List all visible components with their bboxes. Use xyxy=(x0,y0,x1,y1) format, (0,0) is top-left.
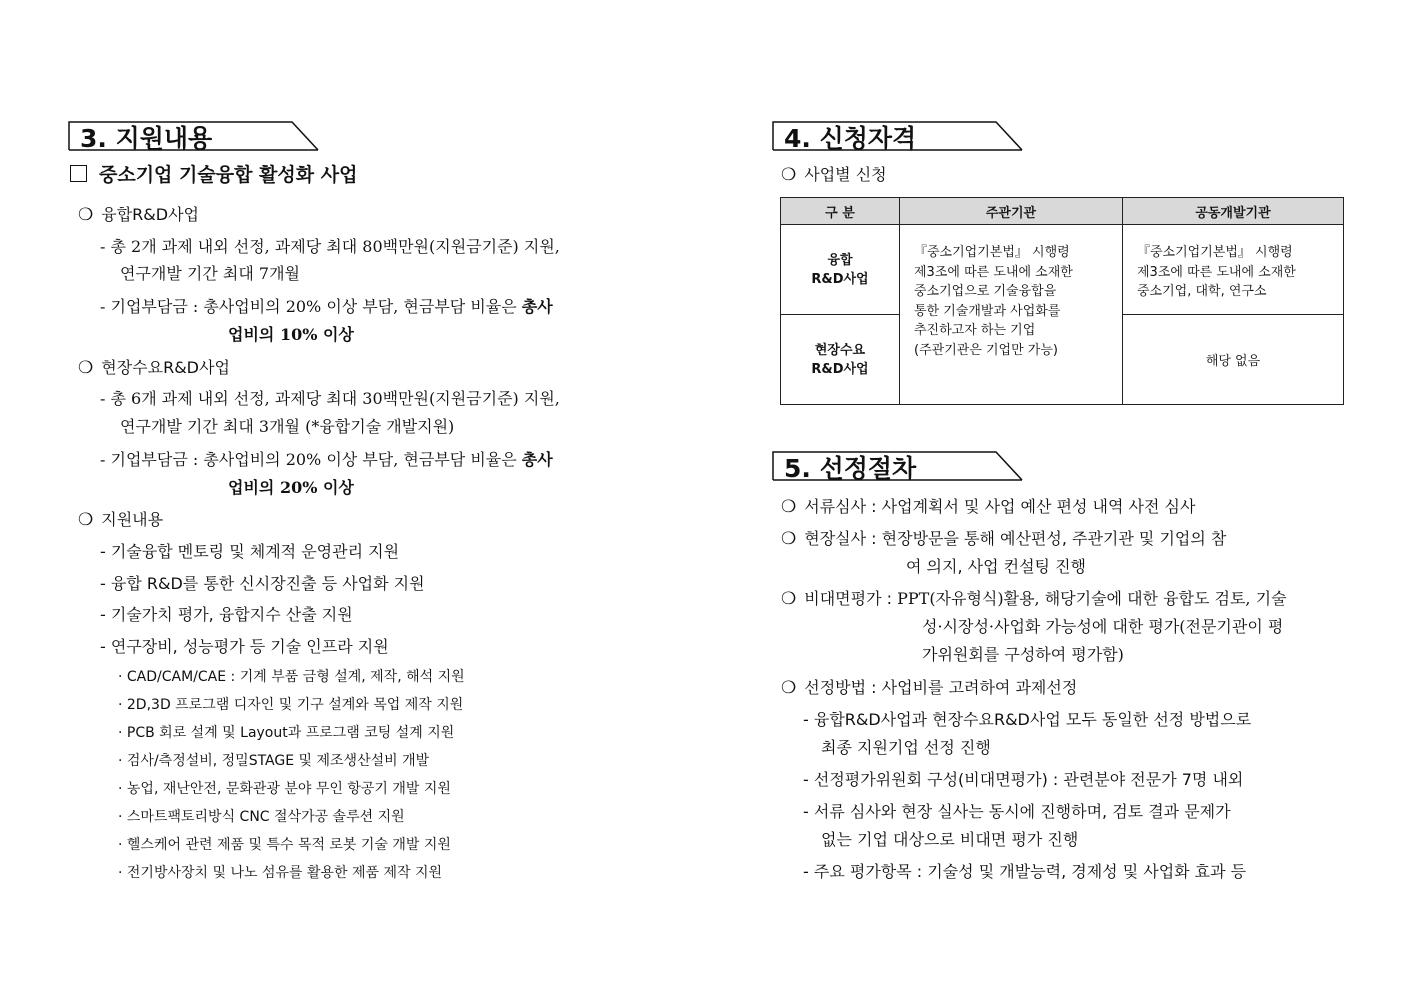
eligibility-table xyxy=(780,197,1344,405)
sub2-title: 현장수요R&D사업 xyxy=(101,358,230,377)
circle-bullet-icon: ❍ xyxy=(781,678,797,698)
sub3-title-row xyxy=(78,507,163,530)
method-detail: - 선정평가위원회 구성(비대면평가) : 관련분야 전문가 7명 내외 xyxy=(803,770,1244,789)
sub1-line2b: 업비의 10% 이상 xyxy=(228,325,354,344)
section-5-title: 5. 선정절차 xyxy=(784,454,917,483)
circle-bullet-icon: ❍ xyxy=(781,165,797,185)
table-header-row xyxy=(781,198,1344,225)
infra-item: · 스마트팩토리방식 CNC 절삭가공 솔루션 지원 xyxy=(118,809,405,825)
infra-item: · PCB 회로 설계 및 Layout과 프로그램 코팅 설계 지원 xyxy=(118,725,455,741)
apply-row xyxy=(781,162,887,185)
procedure-row: ❍ 서류심사 : 사업계획서 및 사업 예산 편성 내역 사전 심사 xyxy=(781,497,1196,517)
method-detail: 최종 지원기업 선정 진행 xyxy=(821,738,991,757)
sub2-line1b: 연구개발 기간 최대 3개월 (*융합기술 개발지원) xyxy=(120,417,455,436)
joint-org-none-cell: 해당 없음 xyxy=(1123,315,1344,405)
support-item: - 기술가치 평가, 융합지수 산출 지원 xyxy=(100,605,353,624)
method-detail: - 주요 평가항목 : 기술성 및 개발능력, 경제성 및 사업화 효과 등 xyxy=(803,862,1247,881)
circle-bullet-icon: ❍ xyxy=(781,529,797,549)
procedure-cont: 가위원회를 구성하여 평가함) xyxy=(922,645,1124,664)
method-detail: - 서류 심사와 현장 실사는 동시에 진행하며, 검토 결과 문제가 xyxy=(803,802,1231,821)
infra-item: · 검사/측정설비, 정밀STAGE 및 제조생산설비 개발 xyxy=(118,753,430,769)
sub1-line2a: - 기업부담금 : 총사업비의 20% 이상 부담, 현금부담 비율은 총사 xyxy=(100,297,553,316)
method-detail: 없는 기업 대상으로 비대면 평가 진행 xyxy=(821,830,1079,849)
procedure-row: ❍ 현장실사 : 현장방문을 통해 예산편성, 주관기관 및 기업의 참 xyxy=(781,529,1227,549)
sub3-title: 지원내용 xyxy=(101,510,164,529)
col-header: 주관기관 xyxy=(900,198,1123,225)
circle-bullet-icon: ❍ xyxy=(78,205,94,225)
col-header: 공동개발기관 xyxy=(1123,198,1344,225)
joint-org-cell: 『중소기업기본법』 시행령 제3조에 따른 도내에 소재한 중소기업, 대학, 연구소 xyxy=(1123,225,1344,315)
lead-org-cell: 『중소기업기본법』 시행령 제3조에 따른 도내에 소재한 중소기업으로 기술융합을 통한 기술개발과 사업화를 추진하고자 하는 기업 (주관기관은 기업만 가능) xyxy=(900,225,1123,405)
sub1-title: 융합R&D사업 xyxy=(101,205,199,224)
program-title: 중소기업 기술융합 활성화 사업 xyxy=(99,164,358,186)
support-item: - 융합 R&D를 통한 신시장진출 등 사업화 지원 xyxy=(100,574,425,593)
infra-item: · 헬스케어 관련 제품 및 특수 목적 로봇 기술 개발 지원 xyxy=(118,837,451,853)
sub1-line1b: 연구개발 기간 최대 7개월 xyxy=(120,264,300,283)
sub2-title-row xyxy=(78,355,230,378)
circle-bullet-icon: ❍ xyxy=(781,589,797,609)
sub2-line1a: - 총 6개 과제 내외 선정, 과제당 최대 30백만원(지원금기준) 지원, xyxy=(100,389,560,408)
circle-bullet-icon: ❍ xyxy=(78,510,94,530)
infra-item: · 농업, 재난안전, 문화관광 분야 무인 항공기 개발 지원 xyxy=(118,781,451,797)
procedure-row: ❍ 선정방법 : 사업비를 고려하여 과제선정 xyxy=(781,678,1078,698)
apply-text: 사업별 신청 xyxy=(804,165,887,184)
infra-item: · CAD/CAM/CAE : 기계 부품 금형 설계, 제작, 해석 지원 xyxy=(118,669,465,685)
support-item: - 기술융합 멘토링 및 체계적 운영관리 지원 xyxy=(100,542,400,561)
procedure-row: ❍ 비대면평가 : PPT(자유형식)활용, 해당기술에 대한 융합도 검토, 기술 xyxy=(781,589,1287,609)
section-3-heading xyxy=(68,121,320,151)
section-4-title: 4. 신청자격 xyxy=(784,124,917,153)
sub2-line2b: 업비의 20% 이상 xyxy=(228,478,354,497)
infra-item: · 전기방사장치 및 나노 섬유를 활용한 제품 제작 지원 xyxy=(118,865,443,881)
circle-bullet-icon: ❍ xyxy=(78,358,94,378)
row-label: 융합 R&D사업 xyxy=(781,225,900,315)
col-header: 구 분 xyxy=(781,198,900,225)
table-row xyxy=(781,225,1344,315)
method-detail: - 융합R&D사업과 현장수요R&D사업 모두 동일한 선정 방법으로 xyxy=(803,710,1252,729)
checkbox-square-icon xyxy=(70,165,87,182)
section-5-heading xyxy=(772,451,1024,481)
program-title-row xyxy=(70,160,357,187)
section-3-title: 3. 지원내용 xyxy=(80,124,213,153)
circle-bullet-icon: ❍ xyxy=(781,497,797,517)
row-label: 현장수요 R&D사업 xyxy=(781,315,900,405)
procedure-cont: 여 의지, 사업 컨설팅 진행 xyxy=(906,557,1086,576)
sub1-title-row xyxy=(78,202,199,225)
procedure-cont: 성·시장성·사업화 가능성에 대한 평가(전문기관이 평 xyxy=(922,617,1284,636)
section-4-heading xyxy=(772,121,1024,151)
support-item: - 연구장비, 성능평가 등 기술 인프라 지원 xyxy=(100,637,389,656)
infra-item: · 2D,3D 프로그램 디자인 및 기구 설계와 목업 제작 지원 xyxy=(118,697,464,713)
sub1-line1a: - 총 2개 과제 내외 선정, 과제당 최대 80백만원(지원금기준) 지원, xyxy=(100,237,560,256)
sub2-line2a: - 기업부담금 : 총사업비의 20% 이상 부담, 현금부담 비율은 총사 xyxy=(100,450,553,469)
